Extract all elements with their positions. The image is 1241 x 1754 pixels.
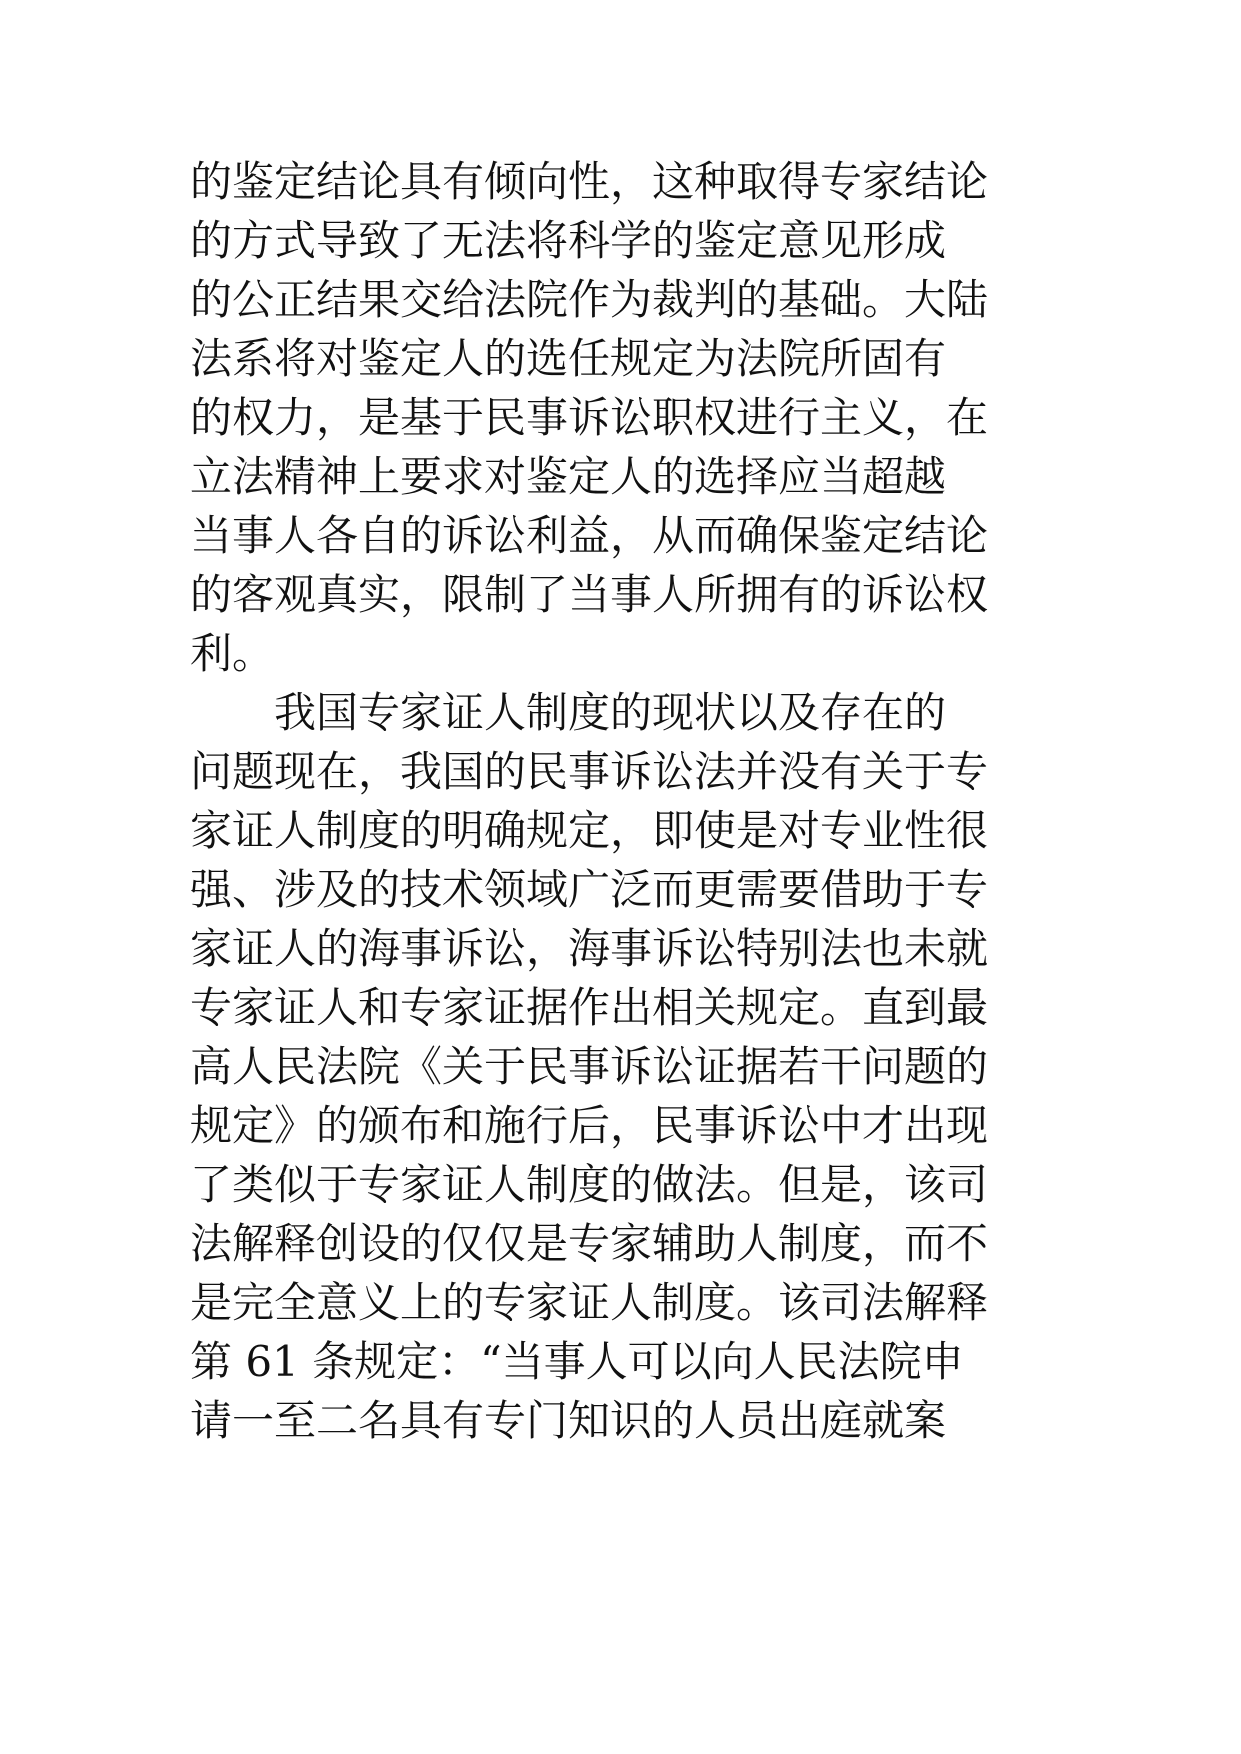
- body-text: [190, 152, 1060, 1450]
- text-line: 利。: [190, 629, 275, 678]
- text-line: 的权力，是基于民事诉讼职权进行主义，在: [190, 393, 989, 442]
- text-line: 家证人制度的明确规定，即使是对专业性很: [190, 806, 989, 855]
- text-line: 的鉴定结论具有倾向性，这种取得专家结论: [190, 157, 989, 206]
- text-line: 的客观真实，限制了当事人所拥有的诉讼权: [190, 570, 989, 619]
- text-line: 强、涉及的技术领域广泛而更需要借助于专: [190, 865, 989, 914]
- text-line: 立法精神上要求对鉴定人的选择应当超越: [190, 452, 947, 501]
- text-line: 的方式导致了无法将科学的鉴定意见形成: [190, 216, 947, 265]
- text-line: 专家证人和专家证据作出相关规定。直到最: [190, 983, 989, 1032]
- text-line: 是完全意义上的专家证人制度。该司法解释: [190, 1278, 989, 1327]
- text-line: 高人民法院《关于民事诉讼证据若干问题的: [190, 1042, 989, 1091]
- paragraph-first-line: 我国专家证人制度的现状以及存在的: [274, 688, 947, 737]
- text-line: 当事人各自的诉讼利益，从而确保鉴定结论: [190, 511, 989, 560]
- text-line: 法系将对鉴定人的选任规定为法院所固有: [190, 334, 947, 383]
- text-line: 请一至二名具有专门知识的人员出庭就案: [190, 1396, 947, 1445]
- text-line: 了类似于专家证人制度的做法。但是，该司: [190, 1160, 989, 1209]
- text-line: 家证人的海事诉讼，海事诉讼特别法也未就: [190, 924, 989, 973]
- text-line: 规定》的颁布和施行后，民事诉讼中才出现: [190, 1101, 989, 1150]
- text-line: 第 61 条规定：“当事人可以向人民法院申: [190, 1337, 964, 1386]
- text-line: 法解释创设的仅仅是专家辅助人制度，而不: [190, 1219, 989, 1268]
- text-line: 问题现在，我国的民事诉讼法并没有关于专: [190, 747, 989, 796]
- text-line: 的公正结果交给法院作为裁判的基础。大陆: [190, 275, 989, 324]
